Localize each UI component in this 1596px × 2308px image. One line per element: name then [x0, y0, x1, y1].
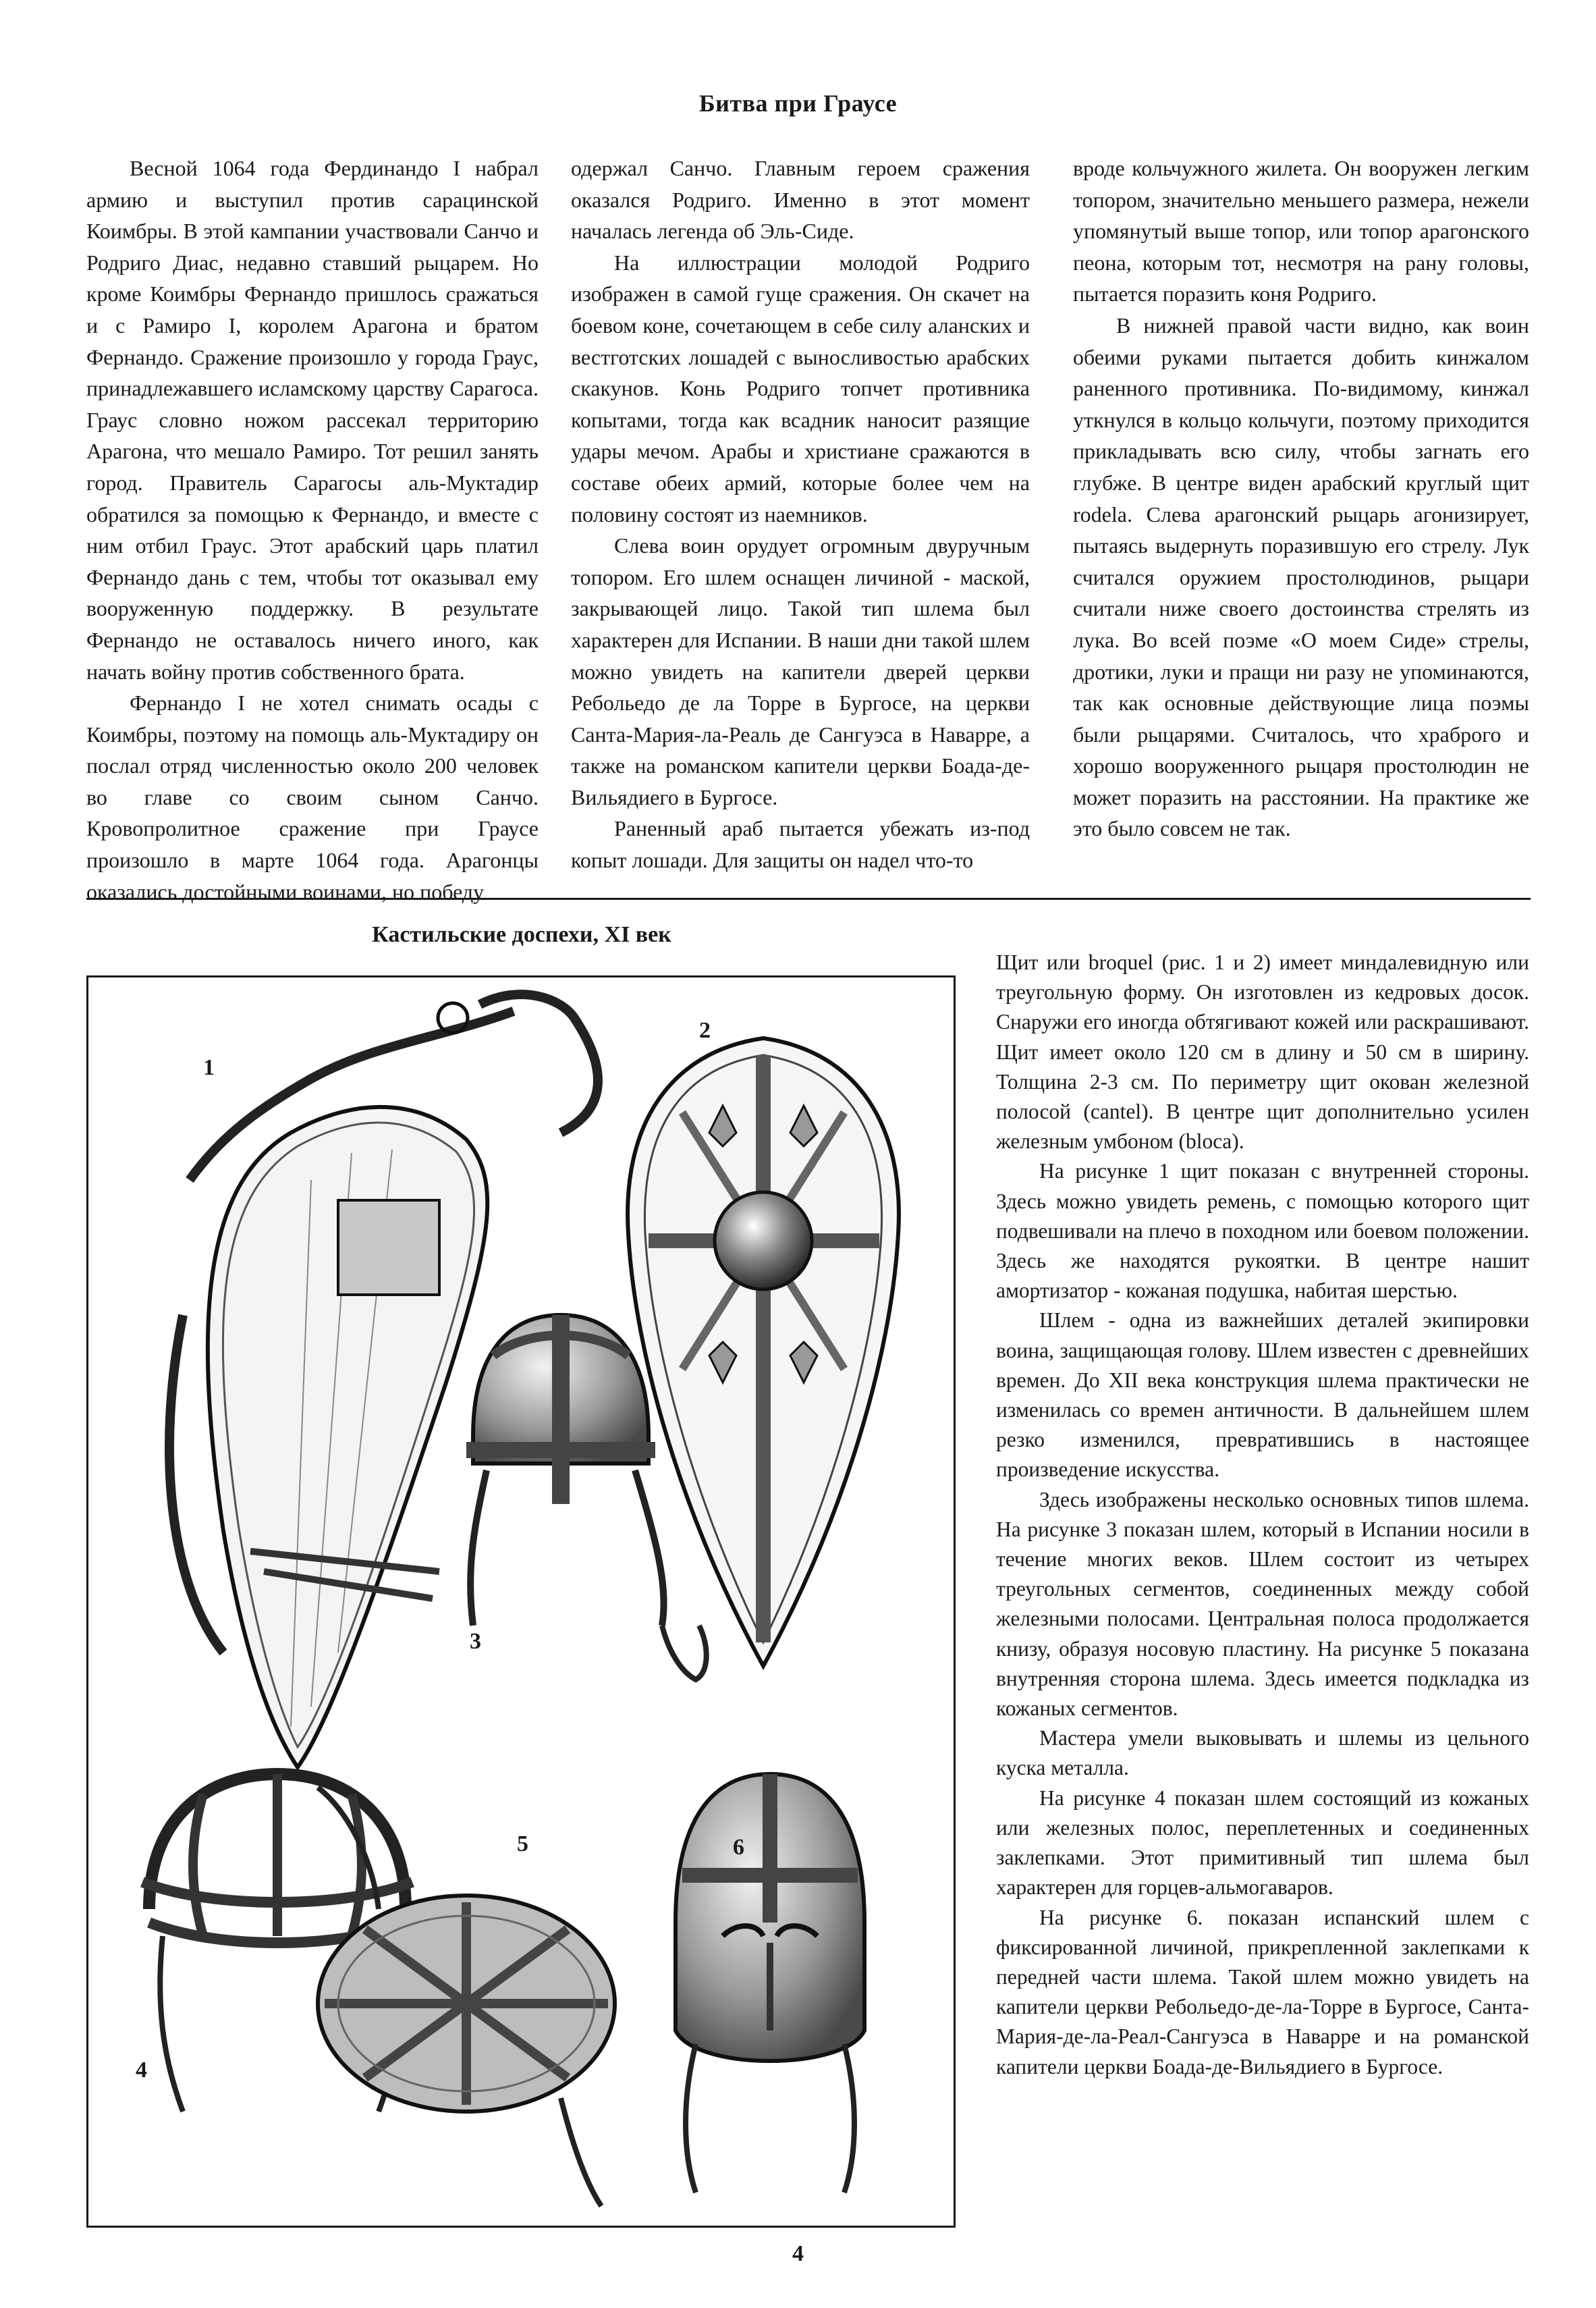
paragraph: Мастера умели выковывать и шлемы из цельного куска металла. — [996, 1726, 1529, 1780]
section-title: Кастильские доспехи, XI век — [372, 922, 671, 947]
paragraph: Фернандо I не хотел снимать осады с Коимбры, поэтому на помощь аль-Муктадиру он послал отряд численностью около 200 человек во главе со своим сыном Санчо. Кровопролитное сражение при Граусе произошло в марте 1064 года. Арагонцы оказались достойными воинами, но победу — [86, 691, 539, 904]
paragraph: Весной 1064 года Фердинандо I набрал армию и выступил против сарацинской Коимбры. В этой кампании участвовали Санчо и Родриго Диас, недавно ставший рыцарем. Но кроме Коимбры Фернандо пришлось сражаться и с Рамиро I, королем Арагона и братом Фернандо. Сражение произошло у города Граус, принадлежавшего исламскому царству Сарагоса. Граус словно ножом рассекал территорию Арагона, что мешало Рамиро. Тот решил занять город. Правитель Сарагосы аль-Муктадир обратился за помощью к Фернандо, и вместе с ним отбил Граус. Этот арабский царь платил Фернандо дань с тем, чтобы тот оказывал ему вооруженную поддержку. В результате Фернандо не оставалось ничего иного, как начать войну против собственного брата. — [86, 156, 539, 684]
paragraph: Щит или broquel (рис. 1 и 2) имеет миндалевидную или треугольную форму. Он изготовлен из кедровых досок. Снаружи его иногда обтягивают кожей или раскрашивают. Щит имеет около 120 см в длину и 50 см в ширину. Толщина 2-3 см. По периметру щит окован железной полосой (cantel). В центре щит дополнительно усилен железным умбоном (bloca). — [996, 950, 1529, 1154]
armor-drawing — [88, 977, 954, 2226]
paragraph: Слева воин орудует огромным двуручным топором. Его шлем оснащен личиной - маской, закрывающей лицо. Такой тип шлема был характерен для Испании. В наши дни такой шлем можно увидеть на капители дверей церкви Ребольедо де ла Торре в Бургосе, на церкви Санта-Мария-ла-Реаль де Сангуэса в Наварре, а также на романском капители церкви Боада-де-Вильядиего в Бургосе. — [571, 533, 1030, 809]
paragraph: На рисунке 6. показан испанский шлем с фиксированной личиной, прикрепленной заклепками к передней части шлема. Такой шлем можно увидеть на капители церкви Ребольедо-де-ла-Торре в Бургосе, Санта-Мария-де-ла-Реал-Сангуэса в Наварре и на романской капители церкви Боада-де-Вильядиего в Бургосе. — [996, 1905, 1529, 2078]
paragraph: Здесь изображены несколько основных типов шлема. На рисунке 3 показан шлем, который в Испании носили в течение многих веков. Шлем состоит из четырех треугольных сегментов, соединенных между собой железными полосами. Центральная полоса продолжается книзу, образуя носовую пластину. На рисунке 5 показана внутренняя сторона шлема. Здесь имеется подкладка из кожаных сегментов. — [996, 1487, 1529, 1721]
helmet-face-mask — [676, 1774, 864, 2193]
figure-label: 3 — [470, 1629, 481, 1654]
paragraph: В нижней правой части видно, как воин обеими руками пытается добить кинжалом раненного противника. По-видимому, кинжал уткнулся в кольцо кольчуги, поэтому приходится прикладывать всю силу, чтобы загнать его глубже. В центре виден арабский круглый щит rodela. Слева арагонский рыцарь агонизирует, пытаясь выдернуть поразившую его стрелу. Лук считался оружием простолюдинов, рыцари считали ниже своего достоинства стрелять из лука. Во всей поэме «О моем Сиде» стрелы, дротики, луки и пращи ни разу не упоминаются, так как основные действующие лица поэмы были рыцарями. Считалось, что храброго и хорошо вооруженного рыцаря простолюдин не может поразить на расстоянии. На практике же это было совсем не так. — [1073, 313, 1529, 841]
figure-label: 4 — [136, 2058, 147, 2083]
armor-illustration — [86, 975, 956, 2228]
text-column-right — [996, 948, 1529, 2082]
figure-label: 2 — [699, 1018, 711, 1043]
paragraph: одержал Санчо. Главным героем сражения оказался Родриго. Именно в этот момент началась легенда об Эль-Сиде. — [571, 156, 1030, 244]
paragraph: На иллюстрации молодой Родриго изображен в самой гуще сражения. Он скачет на боевом коне, сочетающем в себе силу аланских и вестготских лошадей с выносливостью арабских скакунов. Конь Родриго топчет противника копытами, тогда как всадник наносит разящие удары мечом. Арабы и христиане сражаются в составе обеих армий, которые более чем на половину состоят из наемников. — [571, 250, 1030, 527]
shield-outer-side — [628, 1038, 899, 1666]
helmet-inner-lining — [318, 1788, 615, 2206]
figure-label: 6 — [733, 1835, 744, 1860]
text-column-3 — [1073, 153, 1529, 844]
article-title: Битва при Граусе — [698, 90, 898, 117]
paragraph: Раненный араб пытается убежать из-под копыт лошади. Для защиты он надел что-то — [571, 816, 1030, 873]
text-column-1 — [86, 153, 539, 907]
page-number: 4 — [792, 2241, 804, 2266]
paragraph: На рисунке 4 показан шлем состоящий из кожаных или железных полос, переплетенных и соединенных заклепками. Этот примитивный тип шлема был характерен для горцев-альмогаваров. — [996, 1786, 1529, 1900]
text-column-2 — [571, 153, 1030, 876]
paragraph: Шлем - одна из важнейших деталей экипировки воина, защищающая голову. Шлем известен с древнейших времен. До XII века конструкция шлема практически не изменилась со времен античности. В дальнейшем шлем резко изменился, превратившись в настоящее произведение искусства. — [996, 1308, 1529, 1482]
paragraph: На рисунке 1 щит показан с внутренней стороны. Здесь можно увидеть ремень, с помощью которого щит подвешивали на плечо в походном или боевом положении. Здесь же находятся рукоятки. В центре нашит амортизатор - кожаная подушка, набитая шерстью. — [996, 1159, 1529, 1303]
figure-label: 5 — [517, 1831, 528, 1856]
section-divider — [86, 898, 1531, 900]
paragraph: вроде кольчужного жилета. Он вооружен легким топором, значительно меньшего размера, нежели упомянутый выше топор, или топор арагонского пеона, которым тот, несмотря на рану головы, пытается поразить коня Родриго. — [1073, 156, 1529, 306]
figure-label: 1 — [203, 1055, 215, 1080]
